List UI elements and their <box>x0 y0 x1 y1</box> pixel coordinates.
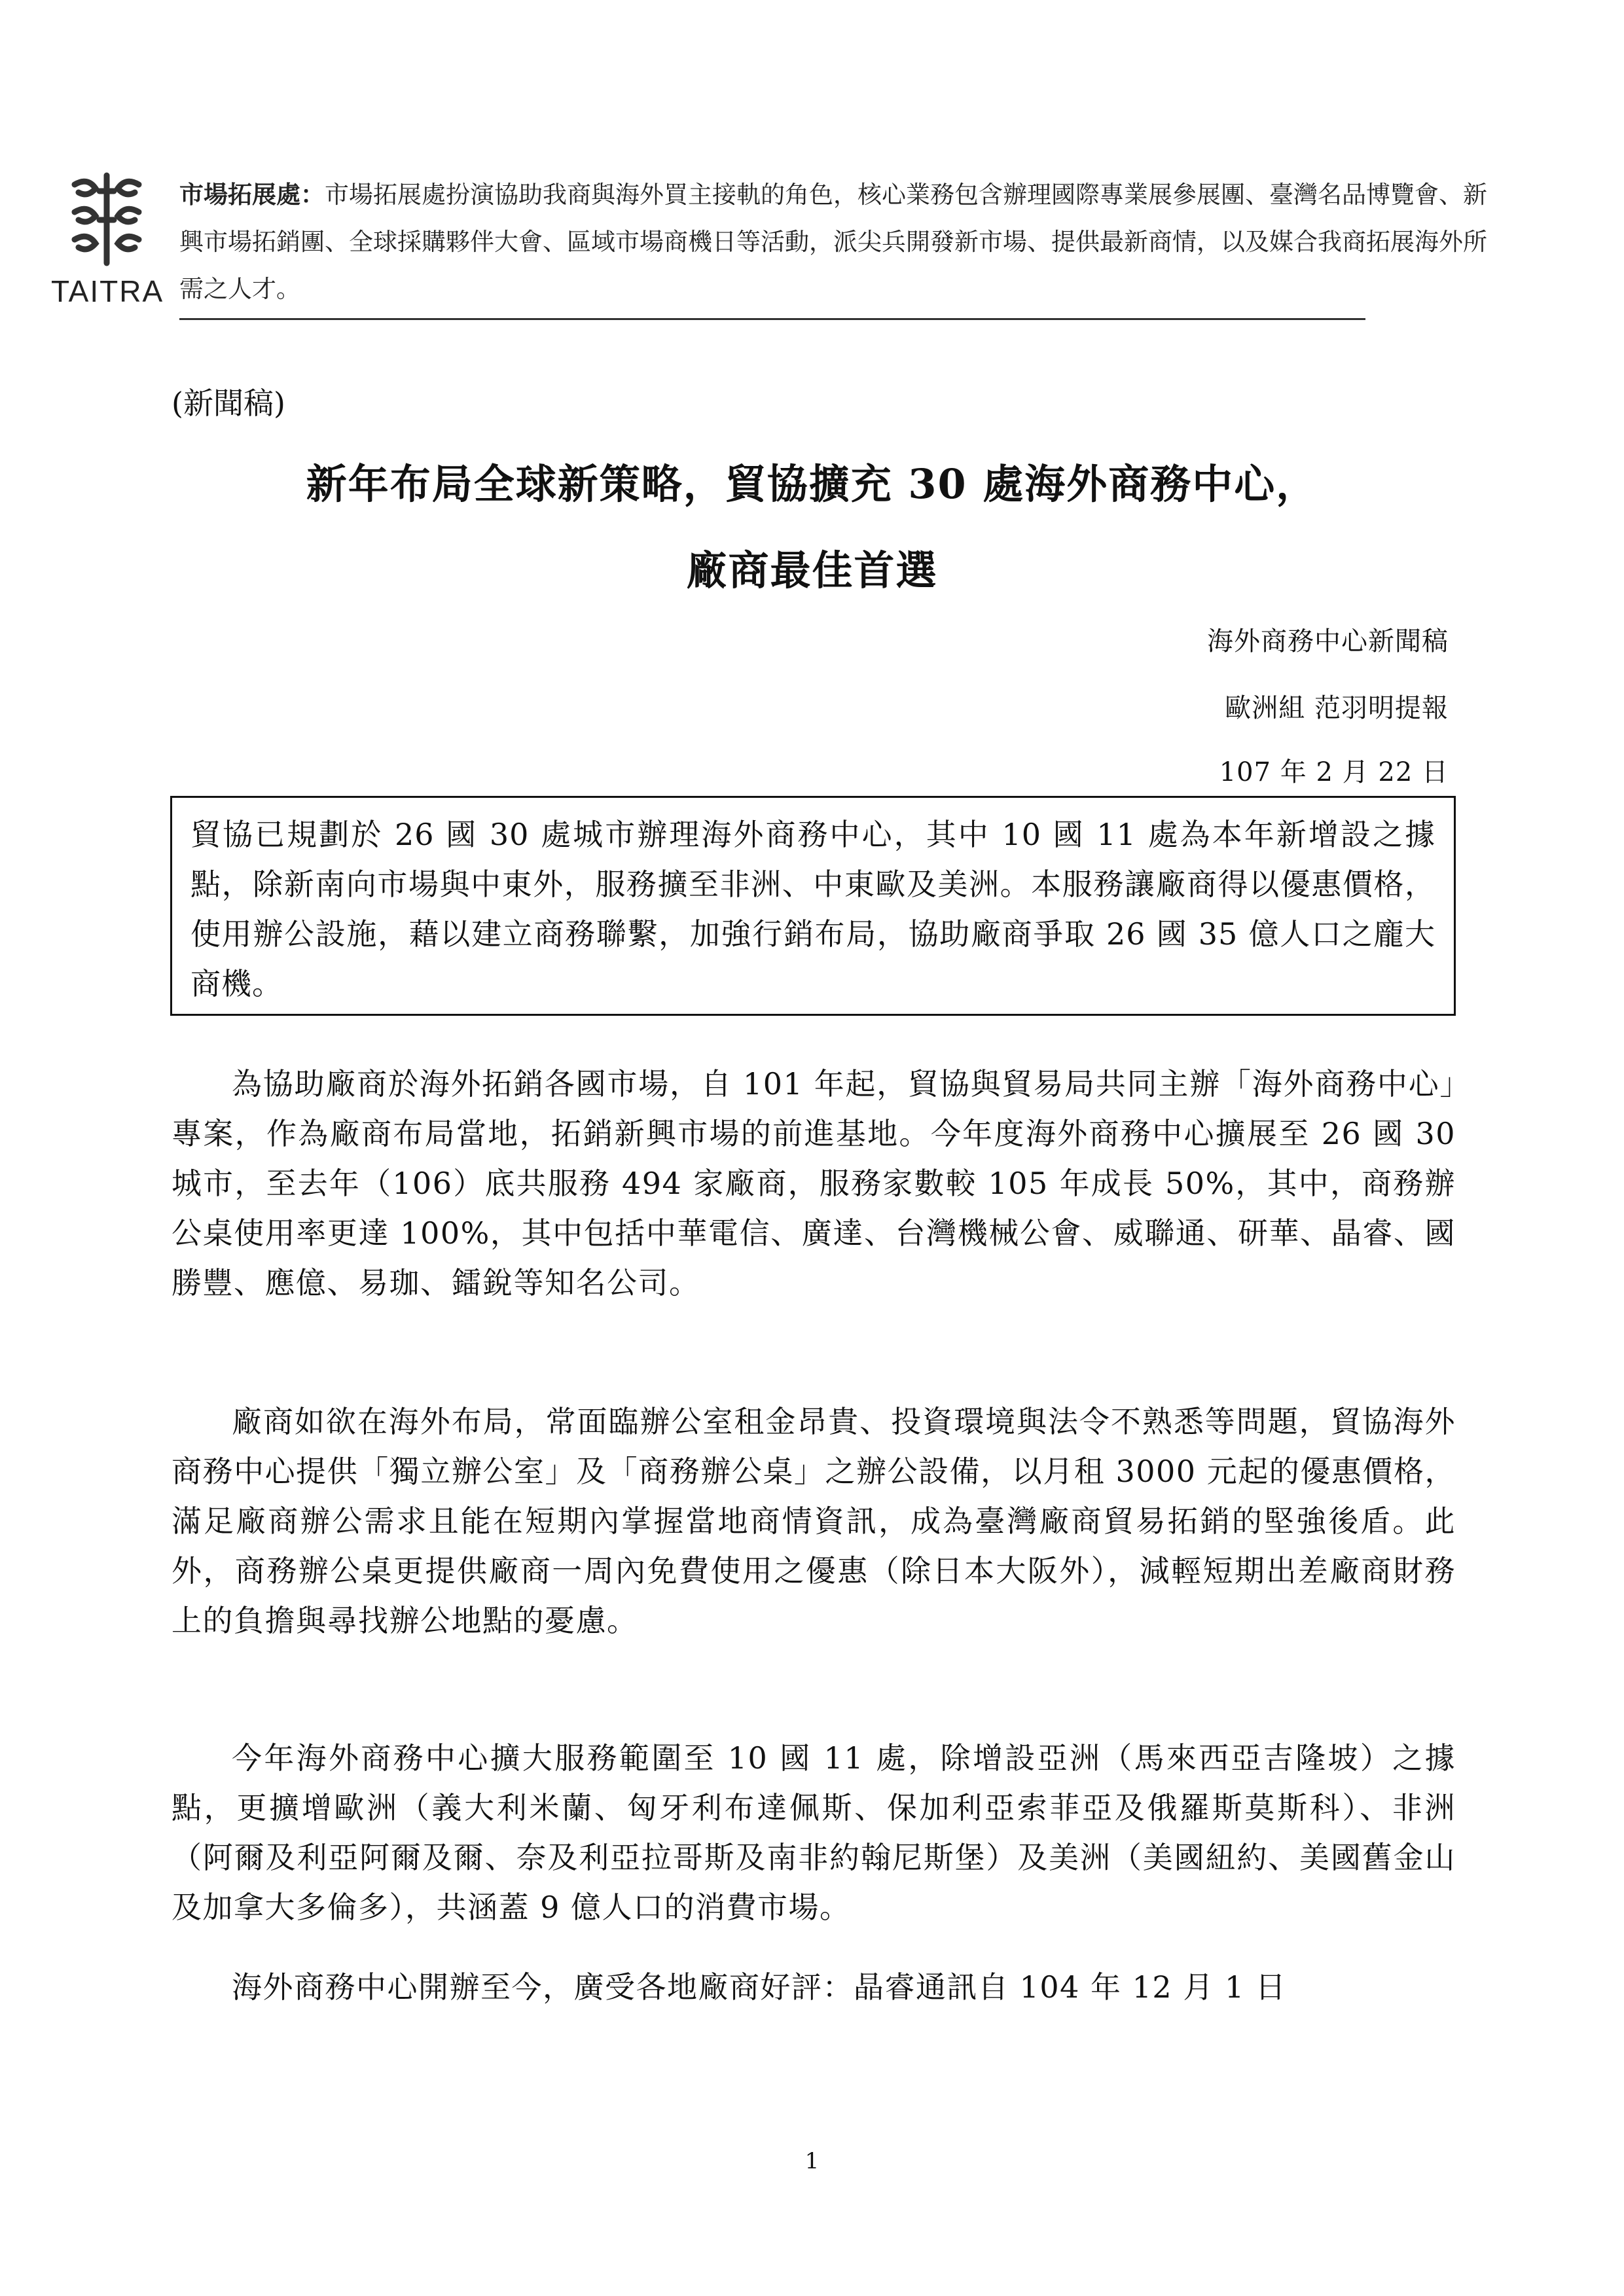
body-paragraph-3: 今年海外商務中心擴大服務範圍至 10 國 11 處，除增設亞洲（馬來西亞吉隆坡）之據點，更擴增歐洲（義大利米蘭、匈牙利布達佩斯、保加利亞索菲亞及俄羅斯莫斯科）、非洲（阿爾及利亞阿爾及爾、奈及利亞拉哥斯及南非約翰尼斯堡）及美洲（美國紐約、美國舊金山及加拿大多倫多），共涵蓋 9 億人口的消費市場。 <box>171 1740 1456 1925</box>
author-line: 歐洲組 范羽明提報 <box>1225 693 1449 723</box>
taitra-logo-mark <box>62 171 152 270</box>
headline-line-2: 廠商最佳首選 <box>686 547 938 594</box>
logo-text: TAITRA <box>51 274 164 308</box>
department-text: 市場拓展處扮演協助我商與海外買主接軌的角色，核心業務包含辦理國際專業展參展團、臺灣名品博覽會、新興市場拓銷團、全球採購夥伴大會、區域市場商機日等活動，派尖兵開發新市場、提供最新商情，以及媒合我商拓展海外所需之人才。 <box>179 181 1487 303</box>
source-line: 海外商務中心新聞稿 <box>1207 626 1449 656</box>
body-paragraph-4: 海外商務中心開辦至今，廣受各地廠商好評：晶睿通訊自 104 年 12 月 1 日 <box>232 1969 1287 2005</box>
header-divider <box>179 318 1365 320</box>
summary-box: 貿協已規劃於 26 國 30 處城市辦理海外商務中心，其中 10 國 11 處為本年新增設之據點，除新南向市場與中東外，服務擴至非洲、中東歐及美洲。本服務讓廠商得以優惠價格，使用辦公設施，藉以建立商務聯繫，加強行銷布局，協助廠商爭取 26 國 35 億人口之龐大商機。 <box>170 796 1456 1016</box>
taitra-logo <box>51 171 162 309</box>
department-description <box>179 171 1489 313</box>
department-name: 市場拓展處： <box>179 181 325 209</box>
headline-line-1: 新年布局全球新策略，貿協擴充 30 處海外商務中心， <box>306 460 1318 508</box>
body-paragraph-2: 廠商如欲在海外布局，常面臨辦公室租金昂貴、投資環境與法令不熟悉等問題，貿協海外商務中心提供「獨立辦公室」及「商務辦公桌」之辦公設備，以月租 3000 元起的優惠價格，滿足廠商辦公需求且能在短期內掌握當地商情資訊，成為臺灣廠商貿易拓銷的堅強後盾。此外，商務辦公桌更提供廠商一周內免費使用之優惠（除日本大阪外），減輕短期出差廠商財務上的負擔與尋找辦公地點的憂慮。 <box>171 1404 1456 1638</box>
page-number: 1 <box>804 2148 820 2174</box>
date-line: 107 年 2 月 22 日 <box>1219 757 1449 787</box>
press-release-label: (新聞稿) <box>171 386 285 421</box>
body-paragraph-1: 為協助廠商於海外拓銷各國市場，自 101 年起，貿協與貿易局共同主辦「海外商務中心」專案，作為廠商布局當地，拓銷新興市場的前進基地。今年度海外商務中心擴展至 26 國 30 城市，至去年（106）底共服務 494 家廠商，服務家數較 105 年成長 50%，其中，商務辦公桌使用率更達 100%，其中包括中華電信、廣達、台灣機械公會、威聯通、研華、晶睿、國勝豐、應億、易珈、鐳銳等知名公司。 <box>171 1066 1456 1300</box>
